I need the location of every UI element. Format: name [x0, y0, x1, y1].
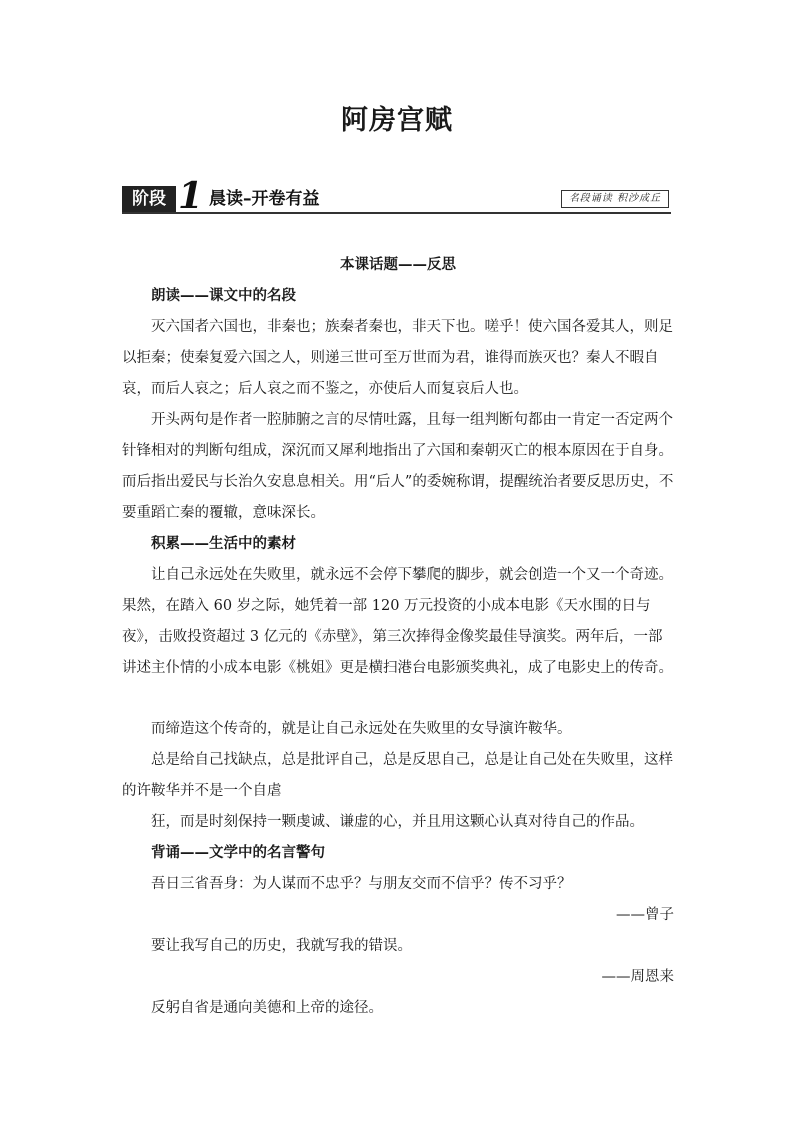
quote-2-author: ——周恩来 [601, 969, 674, 985]
quote-2: 要让我写自己的历史，我就写我的错误。 [151, 938, 412, 954]
stage-tag: 名段诵读 积沙成丘 [561, 190, 669, 208]
accumulate-paragraph-4: 狂，而是时刻保持一颗虔诚、谦虚的心，并且用这颗心认真对待自己的作品。 [151, 814, 644, 830]
reading-comment: 开头两句是作者一腔肺腑之言的尽情吐露，且每一组判断句都由一肯定一否定两个针锋相对的判断句组成，深沉而又犀利地指出了六国和秦朝灭亡的根本原因在于自身。而后指出爱民与长治久安息息相关。用“后人”的委婉称谓，提醒统治者要反思历史，不要重蹈亡秦的覆辙，意味深长。 [122, 412, 674, 521]
stage-banner [122, 175, 671, 217]
accumulate-paragraph-3: 总是给自己找缺点，总是批评自己，总是反思自己，总是让自己处在失败里，这样的许鞍华并不是一个自虐 [122, 752, 673, 799]
accumulate-heading: 积累——生活中的素材 [151, 536, 296, 552]
accumulate-paragraph-1: 让自己永远处在失败里，就永远不会停下攀爬的脚步，就会创造一个又一个奇迹。果然，在踏入 60 岁之际，她凭着一部 120 万元投资的小成本电影《天水围的日与夜》，击败投资超过 3 亿元的《赤壁》，第三次捧得金像奖最佳导演奖。两年后，一部讲述主仆情的小成本电影《桃姐》更是横扫港台电影颁奖典礼，成了电影史上的传奇。 [122, 567, 673, 676]
stage-label: 阶段 [122, 186, 176, 212]
topic-text: 本课话题——反思 [340, 257, 456, 273]
reading-heading: 朗读——课文中的名段 [151, 288, 296, 304]
document-title: 阿房宫赋 [341, 105, 453, 136]
recite-heading: 背诵——文学中的名言警句 [151, 845, 325, 861]
topic-line [122, 250, 674, 281]
stage-title: 晨读–开卷有益 [209, 189, 320, 209]
quote-3: 反躬自省是通向美德和上帝的途径。 [151, 1000, 383, 1016]
quote-1: 吾日三省吾身：为人谋而不忠乎？与朋友交而不信乎？传不习乎？ [151, 876, 572, 892]
reading-text: 灭六国者六国也，非秦也；族秦者秦也，非天下也。嗟乎！使六国各爱其人，则足以拒秦；使秦复爱六国之人，则递三世可至万世而为君，谁得而族灭也？秦人不暇自哀，而后人哀之；后人哀之而不鉴之，亦使后人而复哀后人也。 [122, 319, 673, 397]
quote-1-author: ——曾子 [616, 907, 674, 923]
stage-number: 1 [178, 175, 204, 217]
accumulate-paragraph-2: 而缔造这个传奇的，就是让自己永远处在失败里的女导演许鞍华。 [151, 721, 572, 737]
